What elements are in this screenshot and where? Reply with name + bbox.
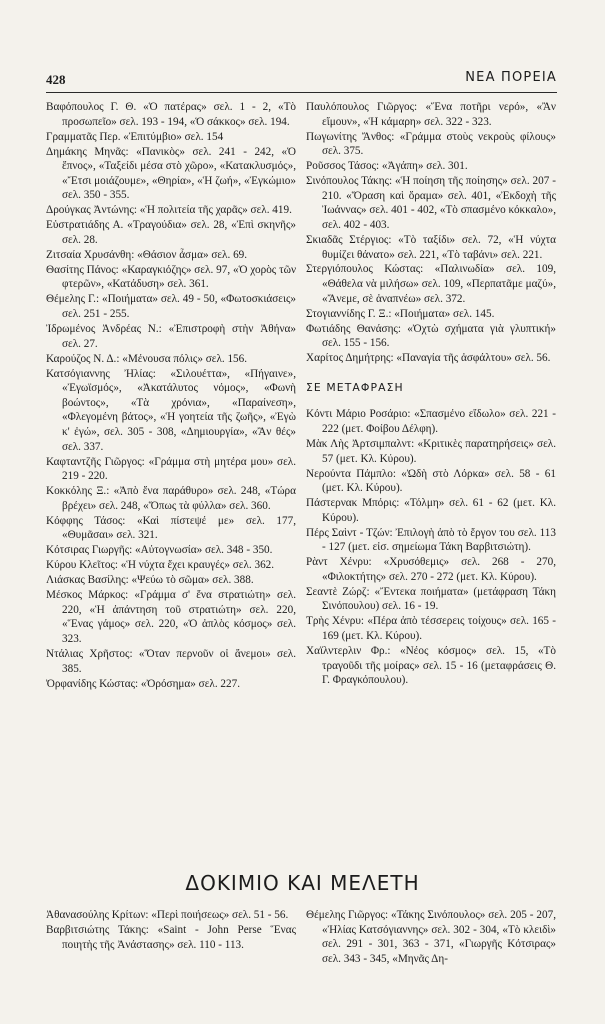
index-entry: Καφταντζῆς Γιῶργος: «Γράμμα στὴ μητέρα μου» σελ. 219 - 220.	[46, 455, 296, 483]
translation-entry: Μὰκ Λὴς Ἀρτσιμπαλντ: «Κριτικὲς παρατηρήσεις» σελ. 57 (μετ. Κλ. Κύρου).	[306, 437, 556, 465]
essay-column-right	[306, 908, 556, 967]
index-entry: Βαφόπουλος Γ. Θ. «Ὁ πατέρας» σελ. 1 - 2, «Τὸ προσωπεῖο» σελ. 193 - 194, «Ὁ σάκκος» σελ. 194.	[46, 101, 296, 128]
index-column-right	[306, 100, 556, 688]
index-entry: Κατσόγιαννης Ἠλίας: «Σιλουέττα», «Πήγαινε», «Ἐγωϊσμός», «Ἀκατάλυτος νόμος», «Φωνὴ βοώντος», «Τὰ χρόνια», «Παραίνεση», «Φλεγομένη βάτος», «Ἡ γοητεία τῆς ζωῆς», «Ἐγὼ κ' ἐγώ», σελ. 305 - 308, «Δημιουργία», «Ἂν θές» σελ. 337.	[46, 367, 296, 453]
essay-column-left	[46, 908, 296, 953]
index-entry: Λιάσκας Βασίλης: «Ψεύω τὸ σῶμα» σελ. 388.	[46, 574, 254, 587]
index-entry: Δρούγκας Ἀντώνης: «Ἡ πολιτεία τῆς χαρᾶς» σελ. 419.	[46, 204, 292, 217]
index-entry: Κότσιρας Γιωργῆς: «Αὐτογνωσία» σελ. 348 - 350.	[46, 544, 273, 557]
translation-entry: Πέρς Σαὶντ - Τζών: Ἐπιλογὴ ἀπὸ τὸ ἔργον του σελ. 113 - 127 (μετ. εἰσ. σημείωμα Τάκη Βαρβιτσιώτη).	[306, 526, 556, 554]
index-entry: Ροῦσσος Τάσος: «Ἀγάπη» σελ. 301.	[306, 160, 468, 173]
index-entry: Θέμελης Γ.: «Ποιήματα» σελ. 49 - 50, «Φωτοσκιάσεις» σελ. 251 - 255.	[46, 293, 296, 321]
journal-title: ΝΕΑ ΠΟΡΕΙΑ	[465, 70, 557, 85]
translation-entry: Ρὰντ Χένρυ: «Χρυσόθεμις» σελ. 268 - 270, «Φιλοκτήτης» σελ. 270 - 272 (μετ. Κλ. Κύρου).	[306, 556, 556, 583]
index-entry: Στεργιόπουλος Κώστας: «Παλινωδία» σελ. 109, «Θάθελα νὰ μιλήσω» σελ. 109, «Περπατᾶμε μαζύ», «Ἄνεμε, σὲ ἀναπνέω» σελ. 372.	[306, 263, 556, 305]
essay-entry: Ἀθανασούλης Κρίτων: «Περὶ ποιήσεως» σελ. 51 - 56.	[46, 909, 289, 921]
translation-entry: Νερούντα Πάμπλο: «Ὠδὴ στὸ Λόρκα» σελ. 58 - 61 (μετ. Κλ. Κύρου).	[306, 467, 556, 495]
index-entry: Σινόπουλος Τάκης: «Ἡ ποίηση τῆς ποίησης» σελ. 207 - 210. «Ὅραση καὶ ὅραμα» σελ. 401, «Ἐκδοχὴ τῆς Ἰωάννας» σελ. 401 - 402, «Τὸ σπασμένο κόκκαλο», σελ. 402 - 403.	[306, 175, 556, 231]
index-entry: Γραμματᾶς Περ. «Ἐπιτύμβιο» σελ. 154	[46, 130, 224, 143]
translation-entry: Σεαντὲ Ζώρζ: «Ἔντεκα ποιήματα» (μετάφραση Τάκη Σινόπουλου) σελ. 16 - 19.	[306, 585, 556, 613]
index-entry: Καρούζος Ν. Δ.: «Μένουσα πόλις» σελ. 156.	[46, 352, 248, 365]
translation-entry: Πάστερνακ Μπόρις: «Τόλμη» σελ. 61 - 62 (μετ. Κλ. Κύρου).	[306, 497, 556, 524]
index-entry: Χαρίτος Δημήτρης: «Παναγία τῆς ἀσφάλτου» σελ. 56.	[306, 352, 551, 365]
index-entry: Ζιτσαία Χρυσάνθη: «Θάσιον ἆσμα» σελ. 69.	[46, 248, 248, 261]
index-entry: Στογιαννίδης Γ. Ξ.: «Ποιήματα» σελ. 145.	[306, 307, 495, 320]
index-entry: Θασίτης Πάνος: «Καραγκιόζης» σελ. 97, «Ὁ χορὸς τῶν φτερῶν», «Κατάδυση» σελ. 361.	[46, 263, 296, 291]
index-column-left	[46, 100, 296, 692]
translation-entry: Κόντι Μάριο Ροσάριο: «Σπασμένο εἴδωλο» σελ. 221 - 222 (μετ. Φοίβου Δέλφη).	[306, 408, 556, 435]
index-entry: Ἰδρωμένος Ἀνδρέας Ν.: «Ἐπιστροφὴ στὴν Ἀθήνα» σελ. 27.	[46, 323, 296, 350]
essay-entry: Θέμελης Γιῶργος: «Τάκης Σινόπουλος» σελ. 205 - 207, «Ἠλίας Κατσόγιαννης» σελ. 302 - 304, «Τὸ κλειδὶ» σελ. 291 - 301, 363 - 371, «Γιωργῆς Κότσιρας» σελ. 343 - 345, «Μηνᾶς Δη-	[306, 909, 556, 965]
index-entry: Σκιαδᾶς Στέργιος: «Τὸ ταξίδι» σελ. 72, «Ἡ νύχτα θυμίζει θάνατο» σελ. 221, «Τὸ ταβάνι» σελ. 221.	[306, 233, 556, 261]
index-entry: Ὀρφανίδης Κώστας: «Ὀρόσημα» σελ. 227.	[46, 677, 240, 690]
index-entry: Κύρου Κλεῖτος: «Ἡ νύχτα ἔχει κραυγές» σελ. 362.	[46, 559, 275, 572]
translation-entry: Τρὴς Χένρυ: «Πέρα ἀπὸ τέσσερεις τοίχους» σελ. 165 - 169 (μετ. Κλ. Κύρου).	[306, 615, 556, 643]
index-entry: Φωτιάδης Θανάσης: «Ὀχτὼ σχήματα γιὰ γλυπτική» σελ. 155 - 156.	[306, 322, 556, 350]
index-entry: Εὐστρατιάδης Α. «Τραγούδια» σελ. 28, «Ἐπὶ σκηνῆς» σελ. 28.	[46, 219, 296, 246]
index-entry: Ντάλιας Χρῆστος: «Ὅταν περνοῦν οἱ ἄνεμοι» σελ. 385.	[46, 648, 296, 675]
index-entry: Μέσκος Μάρκος: «Γράμμα σ' ἕνα στρατιώτη» σελ. 220, «Ἡ ἀπάντηση τοῦ στρατιώτη» σελ. 220, «Ἕνας γάμος» σελ. 220, «Ὁ ἁπλὸς κόσμος» σελ. 323.	[46, 589, 296, 646]
page-number: 428	[46, 72, 66, 87]
translation-heading: ΣΕ ΜΕΤΑΦΡΑΣΗ	[306, 380, 404, 394]
index-entry: Παυλόπουλος Γιῶργος: «Ἕνα ποτῆρι νερό», «Ἂν εἴμουν», «Ἡ κάμαρη» σελ. 322 - 323.	[306, 101, 556, 128]
index-entry: Πωγωνίτης Ἄνθος: «Γράμμα στοὺς νεκροὺς φίλους» σελ. 375.	[306, 130, 556, 158]
index-entry: Κόφφης Τάσος: «Καὶ πίστεψέ με» σελ. 177, «Θυμᾶσαι» σελ. 321.	[46, 514, 296, 542]
translation-entry: Χαϊλντερλιν Φρ.: «Νέος κόσμος» σελ. 15, «Τὸ τραγοῦδι τῆς μοίρας» σελ. 15 - 16 (μεταφράσεις Θ. Γ. Φραγκόπουλου).	[306, 645, 556, 687]
index-entry: Δημάκης Μηνᾶς: «Πανικὸς» σελ. 241 - 242, «Ὁ ἔπνος», «Ταξείδι μέσα στὸ χῶρο», «Κατακλυσμός», «Ἔτσι μοιάζουμε», «Θηρία», «Ἡ ζωή», «Ἐγκώμιο» σελ. 350 - 355.	[46, 145, 296, 202]
section-title: ΔΟΚΙΜΙΟ ΚΑΙ ΜΕΛΕΤΗ	[185, 871, 420, 895]
essay-entry: Βαρβιτσιώτης Τάκης: «Saint - John Perse Ἕνας ποιητὴς τῆς Ἀνάστασης» σελ. 110 - 113.	[46, 923, 296, 951]
page-header	[46, 70, 557, 93]
index-entry: Κοκκόλης Ξ.: «Ἀπὸ ἕνα παράθυρο» σελ. 248, «Τώρα βρέχει» σελ. 248, «Ὅπως τὰ φύλλα» σελ. 360.	[46, 485, 296, 512]
